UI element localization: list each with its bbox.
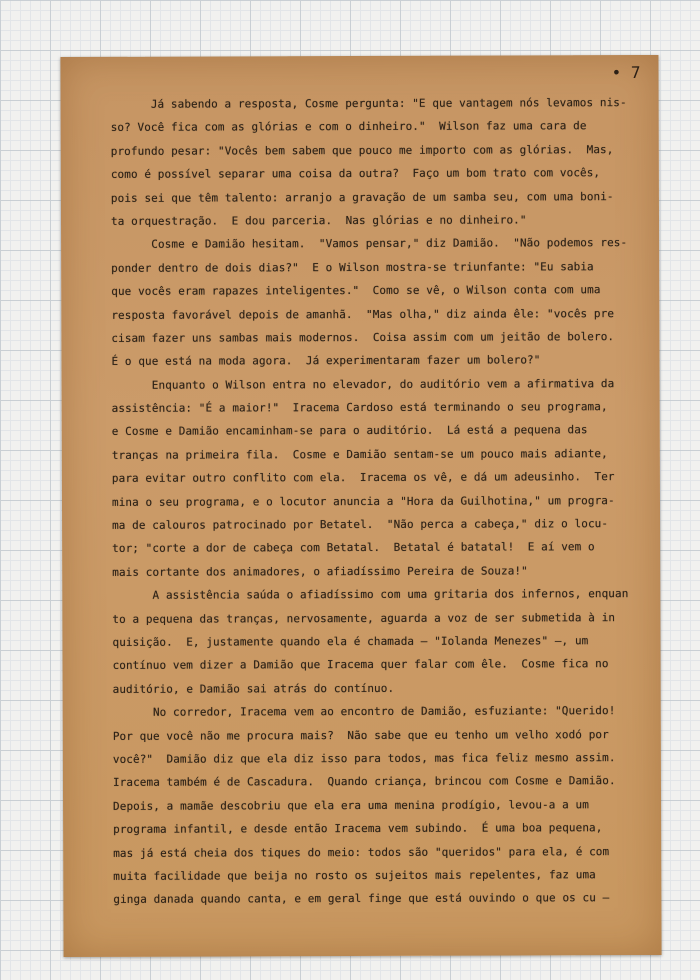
text-line: Por que você não me procura mais? Não sabe que eu tenho um velho xodó por <box>112 727 609 743</box>
text-line: contínuo vem dizer a Damião que Iracema quer falar com êle. Cosme fica no <box>112 657 609 673</box>
text-line: to a pequena das tranças, nervosamente, aguarda a voz de ser submetida à in <box>112 610 616 626</box>
text-line: Iracema também é de Cascadura. Quando criança, brincou com Cosme e Damião. <box>112 774 616 790</box>
typewritten-page <box>60 55 661 957</box>
text-line: ma de calouros patrocinado por Betatel. "Não perca a cabeça," diz o locu- <box>112 517 609 532</box>
text-line: Depois, a mamãe descobriu que ela era uma menina prodígio, levou-a a um <box>113 797 589 813</box>
text-line: ginga danada quando canta, e em geral finge que está ouvindo o que os cu — <box>113 891 610 907</box>
text-line: muita facilidade que beija no rosto os sujeitos mais repelentes, faz uma <box>113 868 596 883</box>
text-line: É o que está na moda agora. Já experimentaram fazer um bolero?" <box>111 353 541 369</box>
text-line: auditório, e Damião sai atrás do contínuo. <box>112 681 395 696</box>
text-line: programa infantil, e desde então Iracema vem subindo. É uma boa pequena, <box>113 821 603 836</box>
text-line: ponder dentro de dois dias?" E o Wilson mostra-se triunfante: "Eu sabia <box>111 259 594 275</box>
page-number: • 7 <box>611 63 641 83</box>
text-line: para evitar outro conflito com ela. Iracema os vê, e dá um adeusinho. Ter <box>111 470 615 486</box>
text-line: você?" Damião diz que ela diz isso para todos, mas fica feliz mesmo assim. <box>112 751 616 766</box>
text-line: mais cortante dos animadores, o afiadíssimo Pereira de Souza!" <box>112 564 528 579</box>
text-line: como é possível separar uma coisa da outra? Faço um bom trato com vocês, <box>110 166 601 182</box>
text-line: Cosme e Damião hesitam. "Vamos pensar," diz Damião. "Não podemos res- <box>111 236 628 252</box>
text-line: resposta favorável depois de amanhã. "Mas olha," diz ainda êle: "vocês pre <box>111 306 615 322</box>
text-line: pois sei que têm talento: arranjo a gravação de um samba seu, com uma boni- <box>110 189 614 205</box>
text-line: No corredor, Iracema vem ao encontro de Damião, esfuziante: "Querido! <box>112 704 616 720</box>
text-line: mas já está cheia dos tiques do meio: todos são "queridos" para ela, é com <box>113 844 610 860</box>
text-line: Já sabendo a resposta, Cosme pergunta: "E que vantagem nós levamos nis- <box>110 96 627 111</box>
text-line: assistência: "É a maior!" Iracema Cardoso está terminando o seu programa, <box>111 400 608 415</box>
text-line: cisam fazer uns sambas mais modernos. Coisa assim com um jeitão de bolero. <box>111 330 615 345</box>
text-line: quisição. E, justamente quando ela é chamada — "Iolanda Menezes" —, um <box>112 634 589 649</box>
text-line: tranças na primeira fila. Cosme e Damião sentam-se um pouco mais adiante, <box>111 446 608 462</box>
text-line: so? Você fica com as glórias e com o dinheiro." Wilson faz uma cara de <box>110 119 587 135</box>
text-line: A assistência saúda o afiadíssimo com uma gritaria dos infernos, enquan <box>112 587 629 603</box>
text-line: Enquanto o Wilson entra no elevador, do auditório vem a afirmativa da <box>111 376 615 392</box>
text-line: profundo pesar: "Vocês bem sabem que pouco me importo com as glórias. Mas, <box>110 142 614 158</box>
text-line: tor; "corte a dor de cabeça com Betatal. Betatal é batatal! E aí vem o <box>112 540 595 556</box>
page-body-text <box>111 91 662 912</box>
text-line: ta orquestração. E dou parceria. Nas glórias e no dinheiro." <box>110 213 527 228</box>
text-line: mina o seu programa, e o locutor anuncia a "Hora da Guilhotina," um progra- <box>111 493 615 509</box>
text-line: e Cosme e Damião encaminham-se para o auditório. Lá está a pequena das <box>111 423 588 439</box>
text-line: que vocês eram rapazes inteligentes." Como se vê, o Wilson conta com uma <box>111 283 601 298</box>
